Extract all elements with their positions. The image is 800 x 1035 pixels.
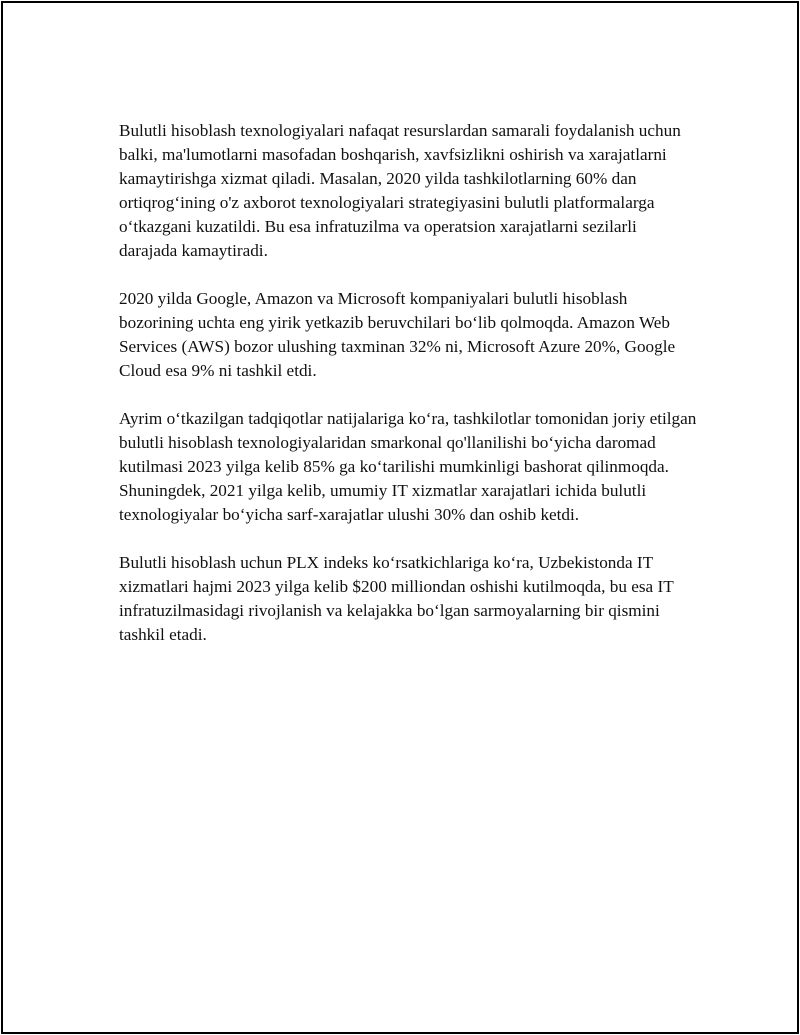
- document-body: [119, 119, 699, 671]
- paragraph-2: 2020 yilda Google, Amazon va Microsoft kompaniyalari bulutli hisoblash bozorining uchta eng yirik yetkazib beruvchilari bo‘lib qolmoqda. Amazon Web Services (AWS) bozor ulushing taxminan 32% ni, Microsoft Azure 20%, Google Cloud esa 9% ni tashkil etdi.: [119, 289, 676, 380]
- paragraph-1: Bulutli hisoblash texnologiyalari nafaqat resurslardan samarali foydalanish uchun balki, ma'lumotlarni masofadan boshqarish, xavfsizlikni oshirish va xarajatlarni kamaytirishga xizmat qiladi. Masalan, 2020 yilda tashkilotlarning 60% dan ortiqrog‘ining o'z axborot texnologiyalari strategiyasini bulutli platformalarga o‘tkazgani kuzatildi. Bu esa infratuzilma va operatsion xarajatlarni sezilarli darajada kamaytiradi.: [119, 121, 681, 260]
- paragraph-3: Ayrim o‘tkazilgan tadqiqotlar natijalariga ko‘ra, tashkilotlar tomonidan joriy etilgan bulutli hisoblash texnologiyalaridan smarkonal qo'llanilishi bo‘yicha daromad kutilmasi 2023 yilga kelib 85% ga ko‘tarilishi mumkinligi bashorat qilinmoqda. Shuningdek, 2021 yilga kelib, umumiy IT xizmatlar xarajatlari ichida bulutli texnologiyalar bo‘yicha sarf-xarajatlar ulushi 30% dan oshib ketdi.: [119, 409, 697, 524]
- document-page: [1, 1, 799, 1034]
- paragraph-4: Bulutli hisoblash uchun PLX indeks ko‘rsatkichlariga ko‘ra, Uzbekistonda IT xizmatlari hajmi 2023 yilga kelib $200 milliondan oshishi kutilmoqda, bu esa IT infratuzilmasidagi rivojlanish va kelajakka bo‘lgan sarmoyalarning bir qismini tashkil etadi.: [119, 553, 674, 644]
